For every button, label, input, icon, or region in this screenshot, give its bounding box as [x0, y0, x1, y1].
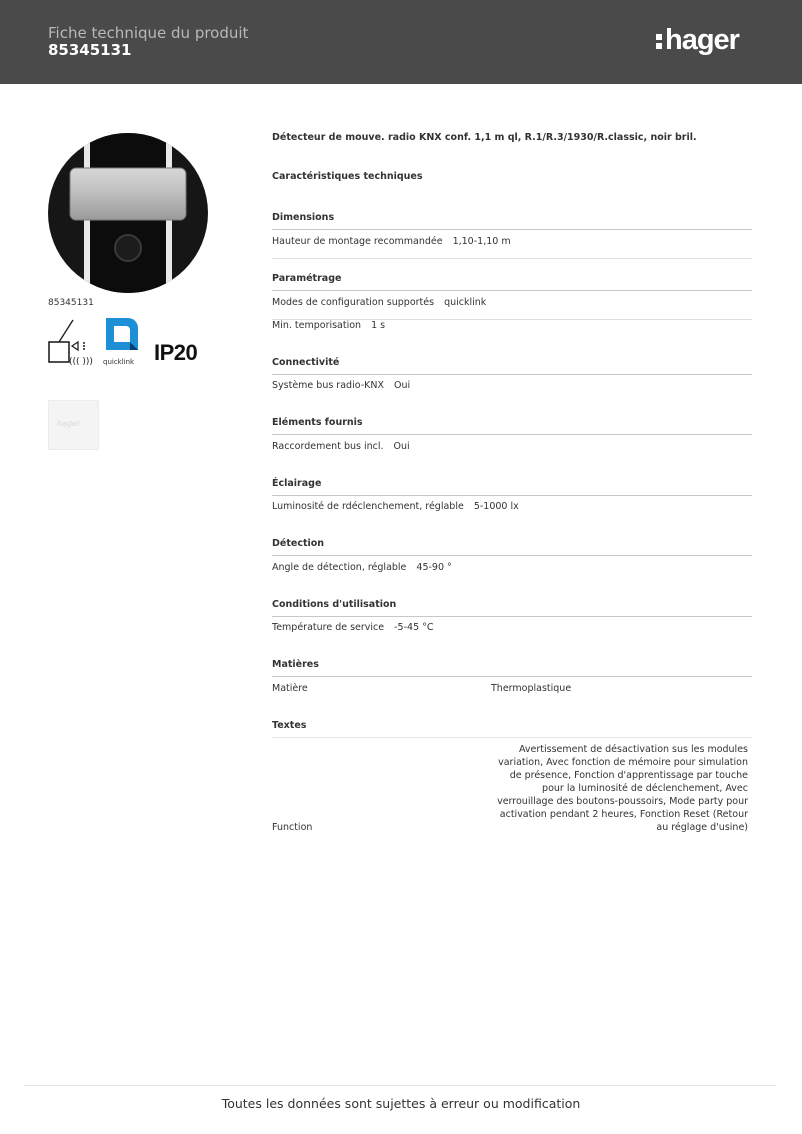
spec-label: Système bus radio-KNX [272, 380, 384, 391]
section-heading-conditions: Conditions d'utilisation [272, 599, 752, 617]
spec-label: Raccordement bus incl. [272, 441, 384, 452]
section-heading-matieres: Matières [272, 659, 752, 677]
section-heading-detection: Détection [272, 538, 752, 556]
quicklink-label: quicklink [103, 358, 135, 366]
image-caption: 85345131 [48, 298, 94, 308]
spec-row [272, 441, 752, 464]
footer-divider [24, 1085, 776, 1086]
spec-label: Température de service [272, 622, 385, 633]
specs-subtitle: Caractéristiques techniques [272, 171, 423, 182]
spec-row [272, 236, 752, 259]
section-heading-parametrage: Paramétrage [272, 273, 752, 291]
quicklink-icon [102, 314, 142, 368]
spec-value: -5-45 °C [394, 622, 434, 633]
header-subtitle: Fiche technique du produit [48, 24, 249, 42]
function-label: Function [272, 822, 313, 833]
logo-text: hager [665, 24, 739, 56]
spec-label: Luminosité de rdéclenchement, réglable [272, 501, 464, 512]
spec-value: 1 s [371, 320, 386, 331]
spec-value: 45-90 ° [416, 562, 452, 573]
section-heading-connectivite: Connectivité [272, 357, 752, 375]
logo-dots-icon [656, 32, 662, 50]
spec-label: Hauteur de montage recommandée [272, 236, 443, 247]
spec-value: 5-1000 lx [473, 501, 519, 512]
spec-label: Angle de détection, réglable [272, 562, 407, 573]
section-heading-dimensions: Dimensions [272, 212, 752, 230]
spec-value: quicklink [444, 297, 487, 308]
svg-text:((( ))): ((( ))) [69, 357, 93, 366]
ip-rating-icon: IP20 [154, 340, 198, 365]
spec-row [272, 622, 752, 645]
function-row [272, 743, 752, 833]
spec-row [272, 683, 752, 706]
product-title: Détecteur de mouve. radio KNX conf. 1,1 m ql, R.1/R.3/1930/R.classic, noir bril. [272, 132, 697, 143]
spec-value: 1,10-1,10 m [452, 236, 511, 247]
section-heading-eclairage: Éclairage [272, 478, 752, 496]
page-header [0, 0, 802, 84]
spec-value: Oui [393, 441, 410, 452]
spec-row [272, 562, 752, 585]
spec-label: Matière [272, 683, 308, 694]
spec-row [272, 380, 752, 403]
spec-value: Oui [393, 380, 411, 391]
spec-label: Modes de configuration supportés [272, 297, 435, 308]
thumbnail-label: hager [57, 419, 81, 428]
product-image [48, 132, 208, 294]
spec-label: Min. temporisation [272, 320, 362, 331]
function-text: Avertissement de désactivation sus les modules variation, Avec fonction de mémoire pour simulation de présence, Fonction d'apprentissage par touche pour la luminosité de déclenchement, Avec verrouillage des boutons-poussoirs, Mode party pour activation pendant 2 heures, Fonction Reset (Retour au réglage d'usine) [497, 744, 748, 833]
section-heading-textes: Textes [272, 720, 752, 738]
spec-row [272, 297, 752, 320]
thumbnail-image[interactable] [48, 400, 99, 450]
hager-logo [656, 24, 739, 57]
spec-row [272, 501, 752, 524]
section-heading-elements-fournis: Eléments fournis [272, 417, 752, 435]
header-product-id: 85345131 [48, 41, 132, 59]
footer-note: Toutes les données sont sujettes à erreur ou modification [221, 1096, 581, 1111]
spec-row [272, 320, 752, 343]
spec-value: Thermoplastique [491, 683, 572, 694]
radio-detector-icon [48, 318, 100, 366]
